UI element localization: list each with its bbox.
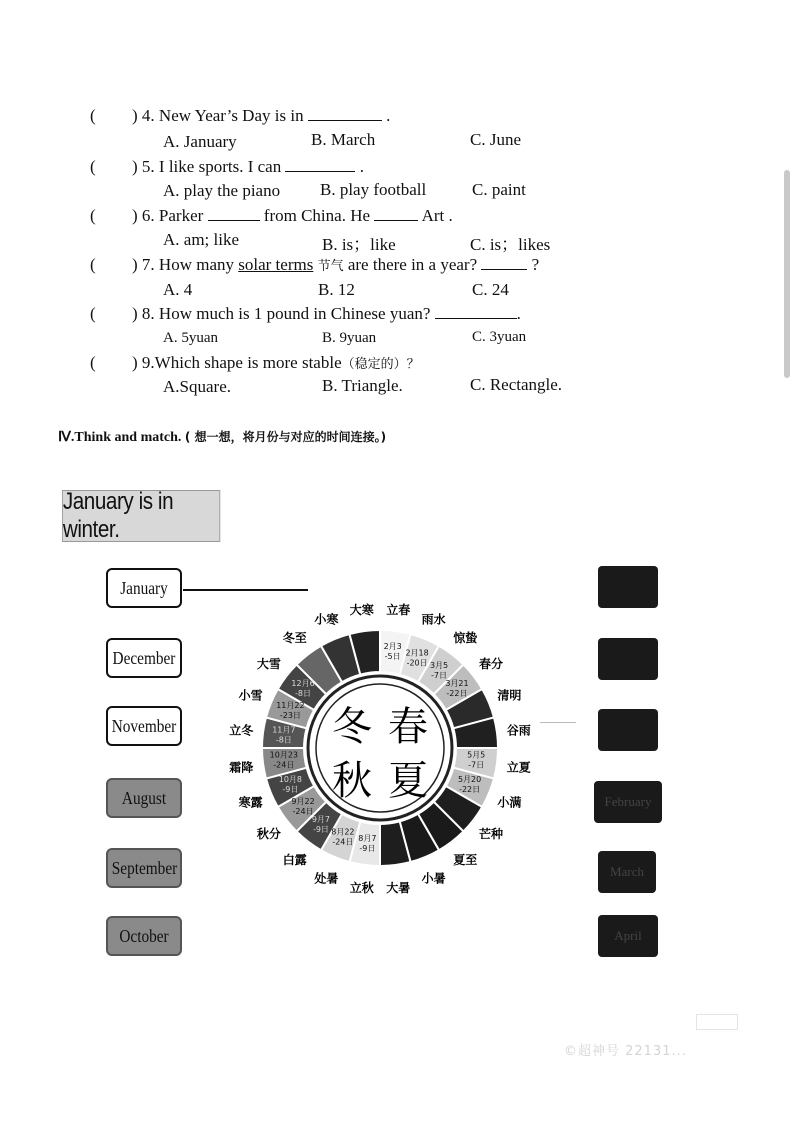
option-b: B. is；like — [322, 235, 396, 254]
month-box-right-2[interactable] — [598, 638, 658, 680]
answer-blank — [208, 206, 260, 221]
option-c: C. June — [470, 130, 521, 149]
watermark: ©超神号 22131... — [564, 1044, 687, 1059]
wheel-date-label: -24日 — [292, 807, 314, 817]
wheel-date-label: -5日 — [384, 651, 401, 661]
wheel-term-label: 大暑 — [386, 880, 411, 895]
wheel-date-label: 12月6 — [291, 678, 315, 688]
wheel-date-label: 2月18 — [405, 648, 429, 658]
wheel-term-label: 小满 — [497, 795, 522, 810]
faint-mark — [540, 722, 576, 723]
wheel-date-label: 9月22 — [291, 797, 315, 807]
option-a: A. play the piano — [163, 181, 281, 200]
wheel-term-label: 清明 — [497, 688, 522, 703]
question-5: ( ) 5. I like sports. I can . — [90, 157, 364, 176]
wheel-term-label: 秋分 — [256, 827, 281, 842]
wheel-term-label: 小暑 — [421, 871, 446, 886]
wheel-term-label: 谷雨 — [506, 723, 531, 738]
wheel-date-label: 10月23 — [269, 750, 299, 760]
option-c: C. Rectangle. — [470, 375, 563, 394]
wheel-term-label: 白露 — [282, 853, 307, 868]
month-box-october[interactable]: October — [106, 916, 182, 956]
wheel-date-label: -23日 — [279, 710, 301, 720]
option-b: B. Triangle. — [322, 376, 403, 395]
question-8: ( ) 8. How much is 1 pound in Chinese yuan? . — [90, 304, 521, 323]
question-6: ( ) 6. Parker from China. He Art . — [90, 206, 453, 225]
answer-blank — [374, 206, 418, 221]
watermark-box — [696, 1014, 738, 1030]
option-c: C. 3yuan — [472, 329, 527, 345]
option-a: A.Square. — [163, 377, 231, 396]
wheel-term-label: 大寒 — [349, 603, 374, 618]
wheel-date-label: 8月22 — [331, 827, 355, 837]
option-b: B. 9yuan — [322, 330, 377, 346]
wheel-term-label: 大雪 — [256, 656, 281, 671]
wheel-date-label: -22日 — [459, 785, 481, 795]
wheel-center — [308, 676, 452, 820]
wheel-date-label: -9日 — [359, 844, 376, 854]
month-box-april[interactable]: April — [598, 915, 658, 957]
month-box-january[interactable]: January — [106, 568, 182, 608]
month-box-right-3[interactable] — [598, 709, 658, 751]
answer-blank — [308, 106, 382, 121]
scrollbar-thumb[interactable] — [784, 170, 790, 378]
wheel-term-label: 芒种 — [479, 827, 504, 842]
option-b: B. March — [311, 130, 376, 149]
wheel-date-label: -9日 — [282, 785, 299, 795]
option-a: A. January — [163, 132, 237, 151]
question-9: ( ) 9.Which shape is more stable（稳定的）？ — [90, 353, 420, 372]
wheel-date-label: -24日 — [273, 760, 295, 770]
wheel-date-label: 3月21 — [445, 678, 469, 688]
answer-paren: ( — [90, 106, 96, 125]
scrollbar-track[interactable] — [780, 0, 794, 1123]
wheel-date-label: -20日 — [406, 658, 428, 668]
wheel-date-label: 11月7 — [272, 725, 296, 735]
question-4: ( ) 4. New Year’s Day is in . — [90, 106, 391, 125]
wheel-term-label: 立春 — [386, 603, 411, 618]
month-box-march[interactable]: March — [598, 851, 656, 893]
wheel-term-label: 寒露 — [238, 795, 263, 810]
solar-terms-wheel — [229, 548, 531, 968]
month-box-february[interactable]: February — [594, 781, 662, 823]
month-box-november[interactable]: November — [106, 706, 182, 746]
center-char-autumn: 秋 — [332, 758, 372, 804]
wheel-date-label: 9月7 — [311, 814, 331, 824]
wheel-date-label: -8日 — [275, 735, 292, 745]
center-char-spring: 春 — [388, 704, 428, 750]
wheel-term-label: 雨水 — [421, 612, 446, 627]
month-box-december[interactable]: December — [106, 638, 182, 678]
option-c: C. is；likes — [470, 235, 551, 254]
wheel-term-label: 立冬 — [229, 723, 254, 738]
option-c: C. paint — [472, 180, 526, 199]
answer-blank — [285, 157, 355, 172]
wheel-term-label: 小寒 — [314, 612, 339, 627]
wheel-term-label: 立秋 — [349, 880, 374, 895]
option-a: A. 5yuan — [163, 330, 218, 346]
wheel-date-label: 8月7 — [358, 834, 377, 844]
answer-blank — [481, 255, 527, 270]
wheel-date-label: -7日 — [468, 760, 485, 770]
wheel-date-label: -7日 — [431, 671, 448, 681]
question-7: ( ) 7. How many solar terms 节气 are there in a year? ? — [90, 255, 540, 274]
wheel-date-label: -9日 — [312, 824, 329, 834]
wheel-term-label: 夏至 — [453, 853, 478, 868]
option-c: C. 24 — [472, 280, 509, 299]
answer-blank — [435, 304, 517, 319]
wheel-date-label: 11月22 — [276, 700, 305, 710]
option-b: B. 12 — [318, 280, 355, 299]
option-b: B. play football — [320, 180, 427, 199]
month-box-august[interactable]: August — [106, 778, 182, 818]
month-box-right-1[interactable] — [598, 566, 658, 608]
wheel-term-label: 春分 — [479, 656, 504, 671]
wheel-term-label: 霜降 — [229, 760, 254, 775]
option-a: A. am; like — [163, 230, 240, 249]
wheel-date-label: -8日 — [295, 688, 312, 698]
wheel-date-label: 3月5 — [429, 661, 449, 671]
wheel-term-label: 惊蛰 — [453, 630, 478, 645]
wheel-term-label: 小雪 — [238, 688, 263, 703]
wheel-date-label: 5月20 — [457, 775, 482, 785]
example-sentence: January is in winter. — [62, 490, 220, 542]
wheel-date-label: -22日 — [446, 688, 468, 698]
wheel-term-label: 立夏 — [506, 760, 531, 775]
center-char-winter: 冬 — [332, 704, 372, 750]
month-box-september[interactable]: September — [106, 848, 182, 888]
wheel-date-label: 2月3 — [383, 641, 402, 651]
wheel-term-label: 冬至 — [282, 630, 307, 645]
wheel-date-label: 5月5 — [467, 750, 486, 760]
center-char-summer: 夏 — [388, 758, 428, 804]
option-a: A. 4 — [163, 280, 193, 299]
section-title: Ⅳ.Think and match. ( 想一想，将月份与对应的时间连接。) — [58, 430, 387, 445]
wheel-term-label: 处暑 — [314, 871, 339, 886]
wheel-date-label: 10月8 — [278, 775, 303, 785]
wheel-date-label: -24日 — [332, 837, 354, 847]
